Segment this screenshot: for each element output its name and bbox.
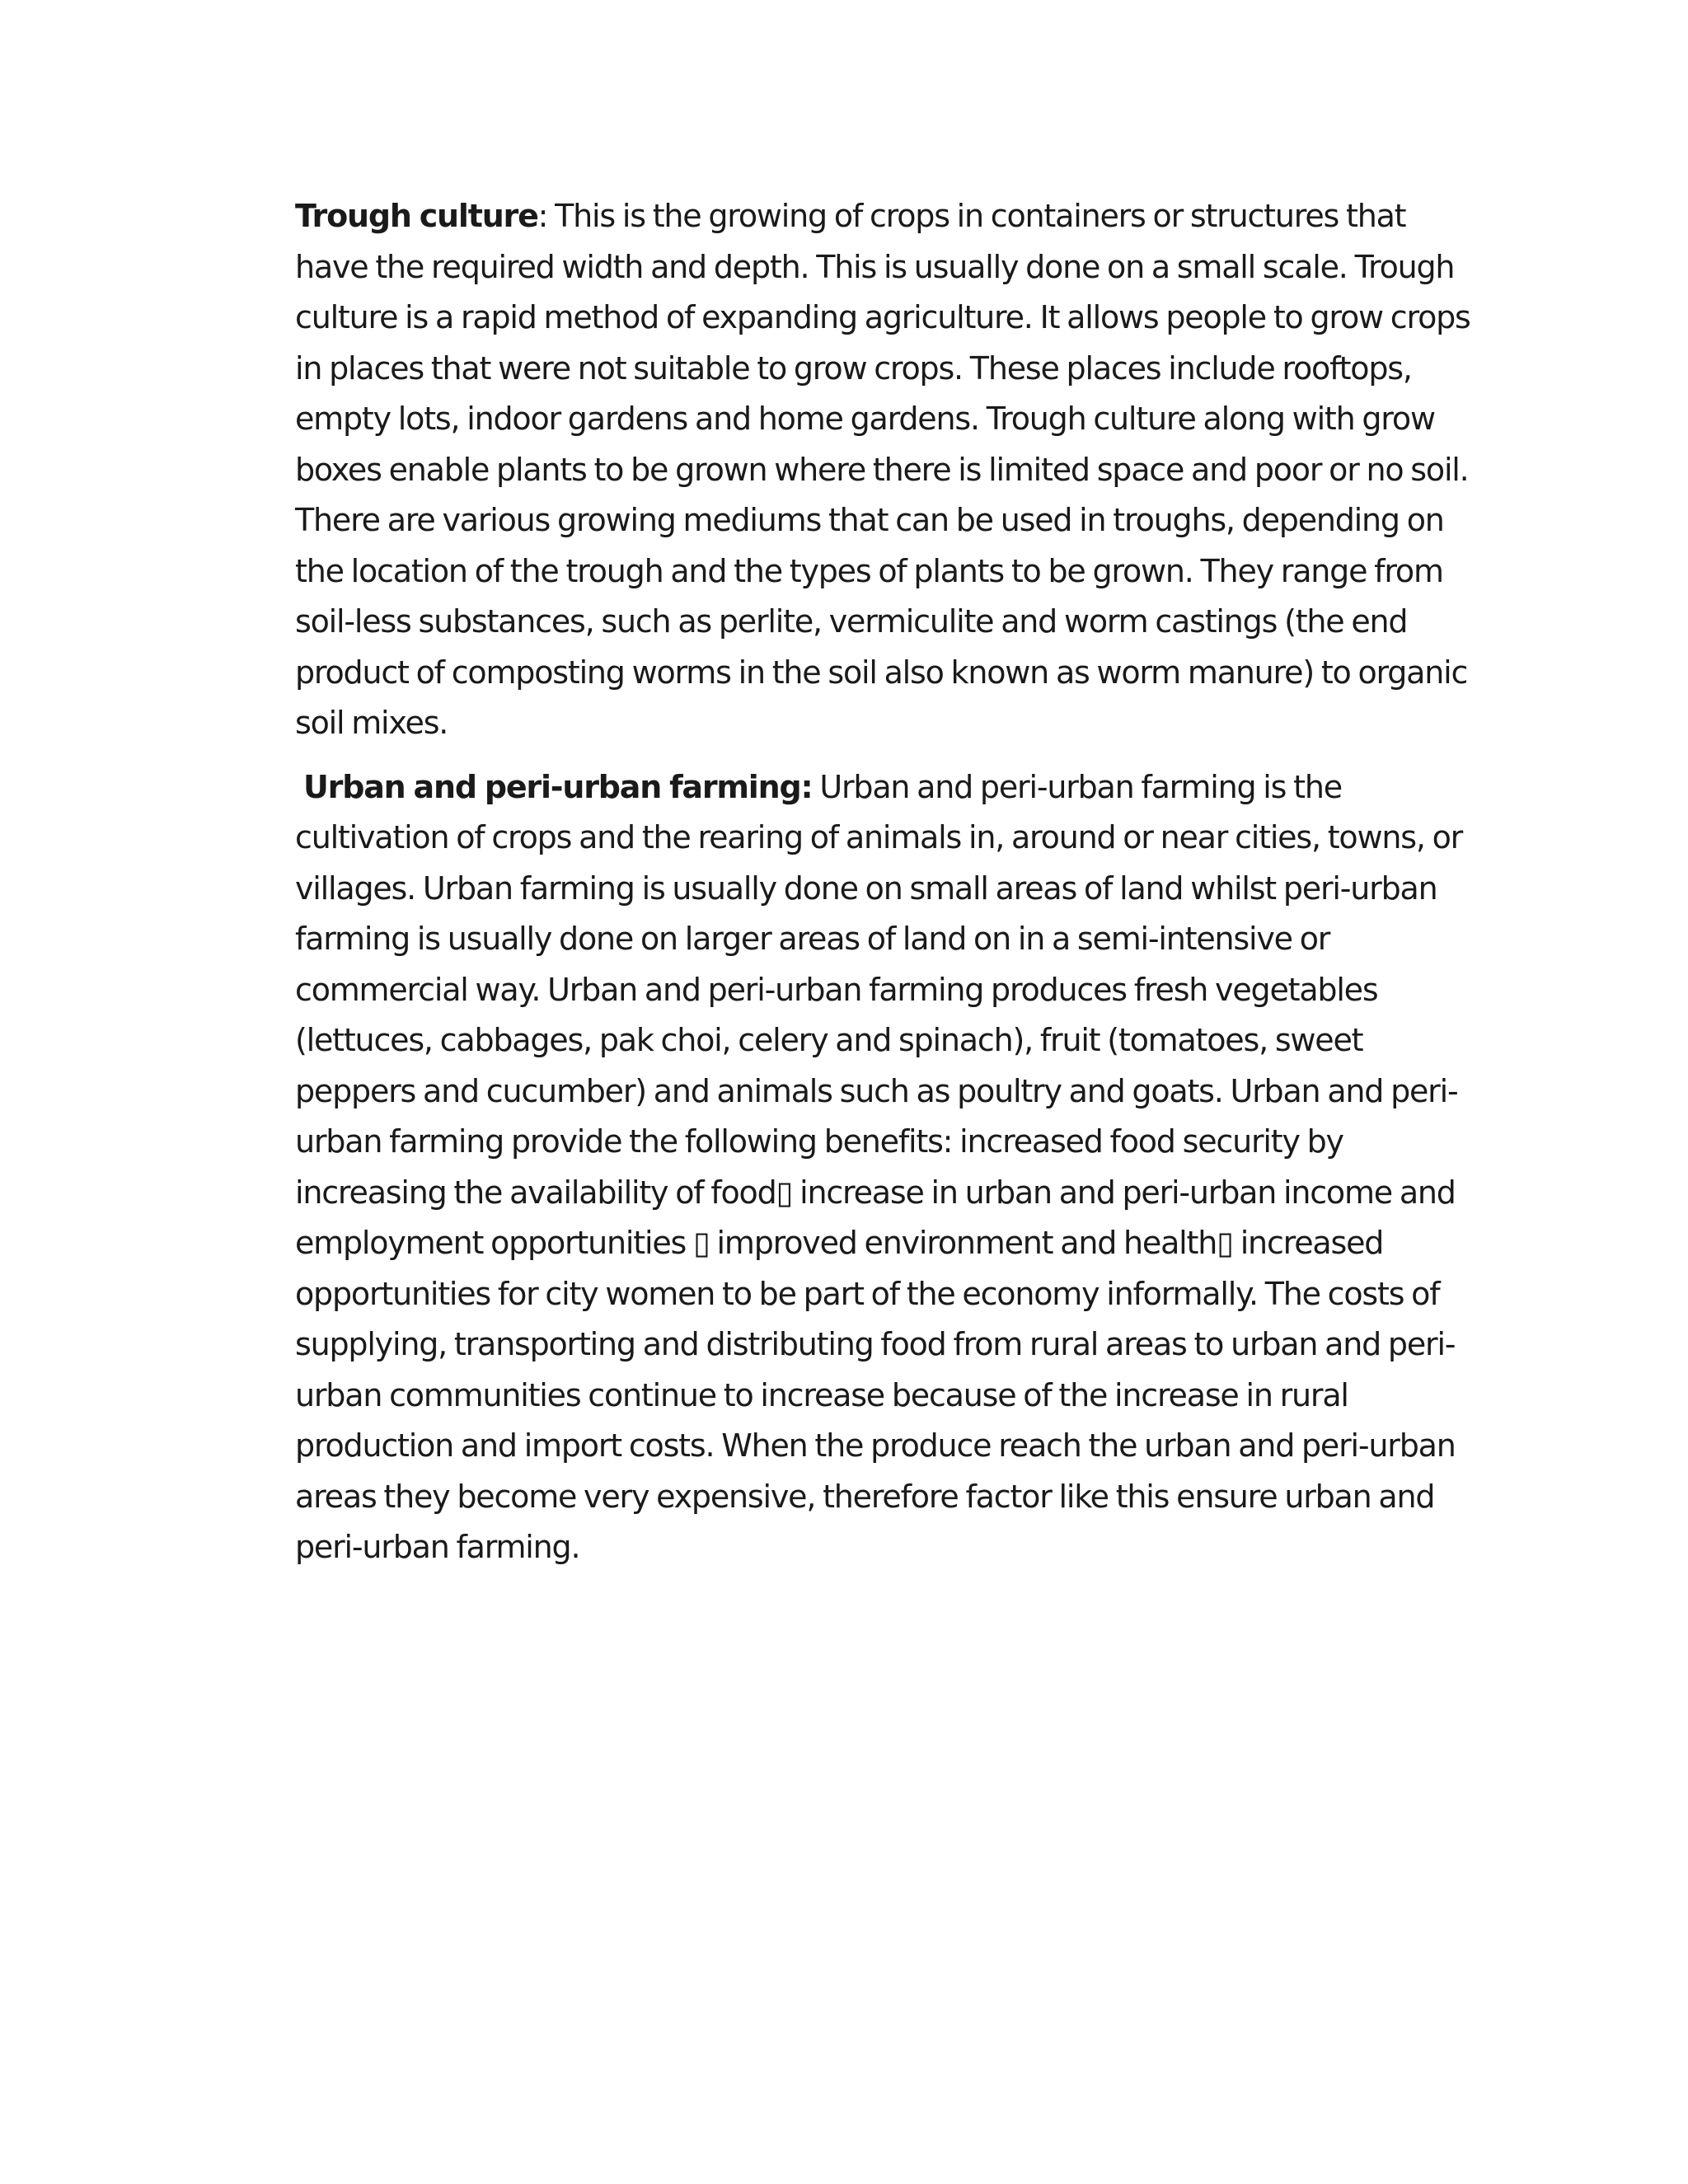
paragraph-body: This is the growing of crops in containers or structures that have the required width and depth. This is usually done on a small scale. Trough culture is a rapid method of expanding agriculture. It allows people to grow crops in places that were not suitable to grow crops. These places include rooftops, empty lots, indoor gardens and home gardens. Trough culture along with grow boxes enable plants to be grown where there is limited space and poor or no soil. There are various growing mediums that can be used in troughs, depending on the location of the trough and the types of plants to be grown. They range from soil-less substances, such as perlite, vermiculite and worm castings (the end product of composting worms in the soil also known as worm manure) to organic soil mixes.	[295, 198, 1470, 741]
paragraph-trough-culture	[295, 191, 1482, 749]
document-body	[295, 191, 1482, 1573]
term-trough-culture: Trough culture	[295, 198, 538, 234]
paragraph-urban-farming	[295, 762, 1482, 1573]
term-urban-farming: Urban and peri-urban farming:	[303, 768, 813, 805]
separator: :	[537, 198, 556, 234]
paragraph-body: Urban and peri-urban farming is the cultivation of crops and the rearing of animals in, around or near cities, towns, or villages. Urban farming is usually done on small areas of land whilst peri-urban farming is usually done on larger areas of land on in a semi-intensive or commercial way. Urban and peri-urban farming produces fresh vegetables (lettuces, cabbages, pak choi, celery and spinach), fruit (tomatoes, sweet peppers and cucumber) and animals such as poultry and goats. Urban and peri-urban farming provide the following benefits: increased food security by increasing the availability of food▯ increase in urban and peri-urban income and employment opportunities ▯ improved environment and health▯ increased opportunities for city women to be part of the economy informally. The costs of supplying, transporting and distributing food from rural areas to urban and peri-urban communities continue to increase because of the increase in rural production and import costs. When the produce reach the urban and peri-urban areas they become very expensive, therefore factor like this ensure urban and peri-urban farming.	[295, 768, 1463, 1565]
